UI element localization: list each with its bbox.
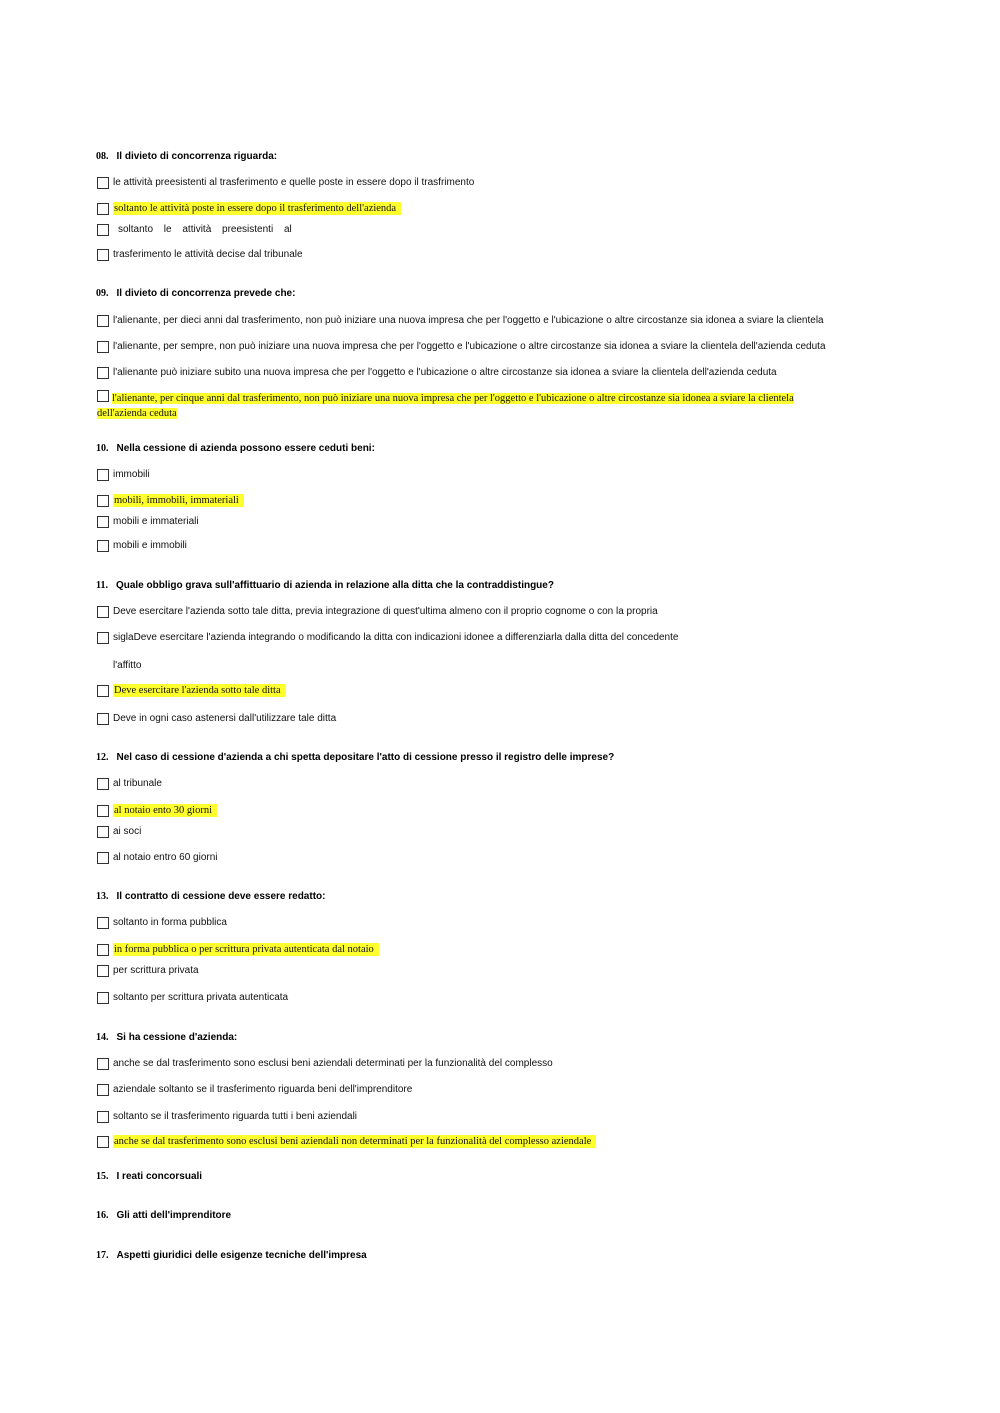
option-10-d[interactable]: mobili e immobili bbox=[97, 538, 187, 553]
option-13-c[interactable]: per scrittura privata bbox=[97, 963, 199, 978]
option-14-a[interactable]: anche se dal trasferimento sono esclusi beni aziendali determinati per la funzionalità del complesso bbox=[97, 1056, 553, 1071]
checkbox[interactable] bbox=[97, 805, 109, 817]
option-11-a[interactable]: Deve esercitare l'azienda sotto tale ditta, previa integrazione di quest'ultima almeno con il proprio cognome o con la propria bbox=[97, 604, 658, 619]
checkbox[interactable] bbox=[97, 367, 109, 379]
option-14-d[interactable] bbox=[97, 1134, 596, 1149]
question-09-title: 09. Il divieto di concorrenza prevede che: bbox=[96, 288, 296, 299]
option-14-c[interactable]: soltanto se il trasferimento riguarda tutti i beni aziendali bbox=[97, 1109, 357, 1124]
checkbox[interactable] bbox=[97, 778, 109, 790]
checkbox[interactable] bbox=[97, 965, 109, 977]
checkbox[interactable] bbox=[97, 1111, 109, 1123]
checkbox[interactable] bbox=[97, 224, 109, 236]
option-11-c[interactable] bbox=[97, 683, 286, 698]
question-12-title: 12. Nel caso di cessione d'azienda a chi spetta depositare l'atto di cessione presso il registro delle imprese? bbox=[96, 752, 615, 763]
option-09-b[interactable]: l'alienante, per sempre, non può iniziare una nuova impresa che per l'oggetto e l'ubicazione o altre circostanze sia idonea a sviare la clientela dell'azienda ceduta bbox=[97, 339, 826, 354]
option-10-c[interactable]: mobili e immateriali bbox=[97, 514, 199, 529]
question-13-title: 13. Il contratto di cessione deve essere redatto: bbox=[96, 891, 326, 902]
option-12-b[interactable] bbox=[97, 803, 217, 818]
checkbox[interactable] bbox=[97, 495, 109, 507]
option-10-b[interactable] bbox=[97, 493, 244, 508]
checkbox[interactable] bbox=[97, 516, 109, 528]
option-08-a[interactable]: le attività preesistenti al trasferimento e quelle poste in essere dopo il trasfrimento bbox=[97, 175, 474, 190]
highlighted-answer: Deve esercitare l'azienda sotto tale ditta bbox=[113, 684, 286, 697]
question-15-title: 15. I reati concorsuali bbox=[96, 1171, 203, 1182]
checkbox[interactable] bbox=[97, 341, 109, 353]
checkbox[interactable] bbox=[97, 944, 109, 956]
highlighted-answer: l'alienante, per cinque anni dal trasferimento, non può iniziare una nuova impresa che per l'oggetto e l'ubicazione o altre circostanze sia idonea a sviare la clientela bbox=[112, 393, 794, 404]
option-12-d[interactable]: al notaio entro 60 giorni bbox=[97, 850, 218, 865]
checkbox[interactable] bbox=[97, 177, 109, 189]
highlighted-answer: soltanto le attività poste in essere dopo il trasferimento dell'azienda bbox=[113, 202, 401, 215]
highlighted-answer: al notaio ento 30 giorni bbox=[113, 804, 217, 817]
highlighted-answer: mobili, immobili, immateriali bbox=[113, 494, 244, 507]
option-12-c[interactable]: ai soci bbox=[97, 824, 141, 839]
question-10-title: 10. Nella cessione di azienda possono essere ceduti beni: bbox=[96, 443, 375, 454]
checkbox[interactable] bbox=[97, 1058, 109, 1070]
checkbox[interactable] bbox=[97, 203, 109, 215]
option-13-a[interactable]: soltanto in forma pubblica bbox=[97, 915, 227, 930]
option-08-c[interactable]: soltanto le attività preesistenti al bbox=[97, 222, 292, 237]
checkbox[interactable] bbox=[97, 852, 109, 864]
option-13-d[interactable]: soltanto per scrittura privata autenticata bbox=[97, 990, 288, 1005]
checkbox[interactable] bbox=[97, 1136, 109, 1148]
checkbox[interactable] bbox=[97, 917, 109, 929]
option-09-a[interactable]: l'alienante, per dieci anni dal trasferimento, non può iniziare una nuova impresa che per l'oggetto e l'ubicazione o altre circostanze sia idonea a sviare la clientela bbox=[97, 313, 824, 328]
option-13-b[interactable] bbox=[97, 942, 379, 957]
option-08-d[interactable]: trasferimento le attività decise dal tribunale bbox=[97, 247, 303, 262]
option-11-b[interactable]: siglaDeve esercitare l'azienda integrando o modificando la ditta con indicazioni idonee a differenziarla dalla ditta del concedente bbox=[97, 630, 678, 645]
checkbox[interactable] bbox=[97, 606, 109, 618]
checkbox[interactable] bbox=[97, 632, 109, 644]
checkbox[interactable] bbox=[97, 249, 109, 261]
checkbox[interactable] bbox=[97, 315, 109, 327]
checkbox[interactable] bbox=[97, 992, 109, 1004]
highlighted-answer: anche se dal trasferimento sono esclusi beni aziendali non determinati per la funzionalità del complesso aziendale bbox=[113, 1135, 596, 1148]
option-11-b-continuation: l'affitto bbox=[113, 660, 142, 671]
question-16-title: 16. Gli atti dell'imprenditore bbox=[96, 1210, 232, 1221]
checkbox[interactable] bbox=[97, 390, 109, 402]
question-17-title: 17. Aspetti giuridici delle esigenze tecniche dell'impresa bbox=[96, 1250, 367, 1261]
checkbox[interactable] bbox=[97, 1084, 109, 1096]
option-09-c[interactable]: l'alienante può iniziare subito una nuova impresa che per l'oggetto e l'ubicazione o altre circostanze sia idonea a sviare la clientela dell'azienda ceduta bbox=[97, 365, 777, 380]
highlighted-answer-continuation: dell'azienda ceduta bbox=[97, 408, 177, 419]
checkbox[interactable] bbox=[97, 713, 109, 725]
question-14-title: 14. Si ha cessione d'azienda: bbox=[96, 1032, 238, 1043]
option-10-a[interactable]: immobili bbox=[97, 467, 150, 482]
checkbox[interactable] bbox=[97, 469, 109, 481]
option-14-b[interactable]: aziendale soltanto se il trasferimento riguarda beni dell'imprenditore bbox=[97, 1082, 412, 1097]
checkbox[interactable] bbox=[97, 685, 109, 697]
question-11-title: 11. Quale obbligo grava sull'affittuario di azienda in relazione alla ditta che la contraddistingue? bbox=[96, 580, 554, 591]
checkbox[interactable] bbox=[97, 826, 109, 838]
option-08-b[interactable] bbox=[97, 201, 401, 216]
option-12-a[interactable]: al tribunale bbox=[97, 776, 162, 791]
checkbox[interactable] bbox=[97, 540, 109, 552]
option-11-d[interactable]: Deve in ogni caso astenersi dall'utilizzare tale ditta bbox=[97, 711, 336, 726]
option-09-d[interactable] bbox=[97, 390, 855, 421]
question-08-title: 08. Il divieto di concorrenza riguarda: bbox=[96, 151, 278, 162]
highlighted-answer: in forma pubblica o per scrittura privata autenticata dal notaio bbox=[113, 943, 379, 956]
